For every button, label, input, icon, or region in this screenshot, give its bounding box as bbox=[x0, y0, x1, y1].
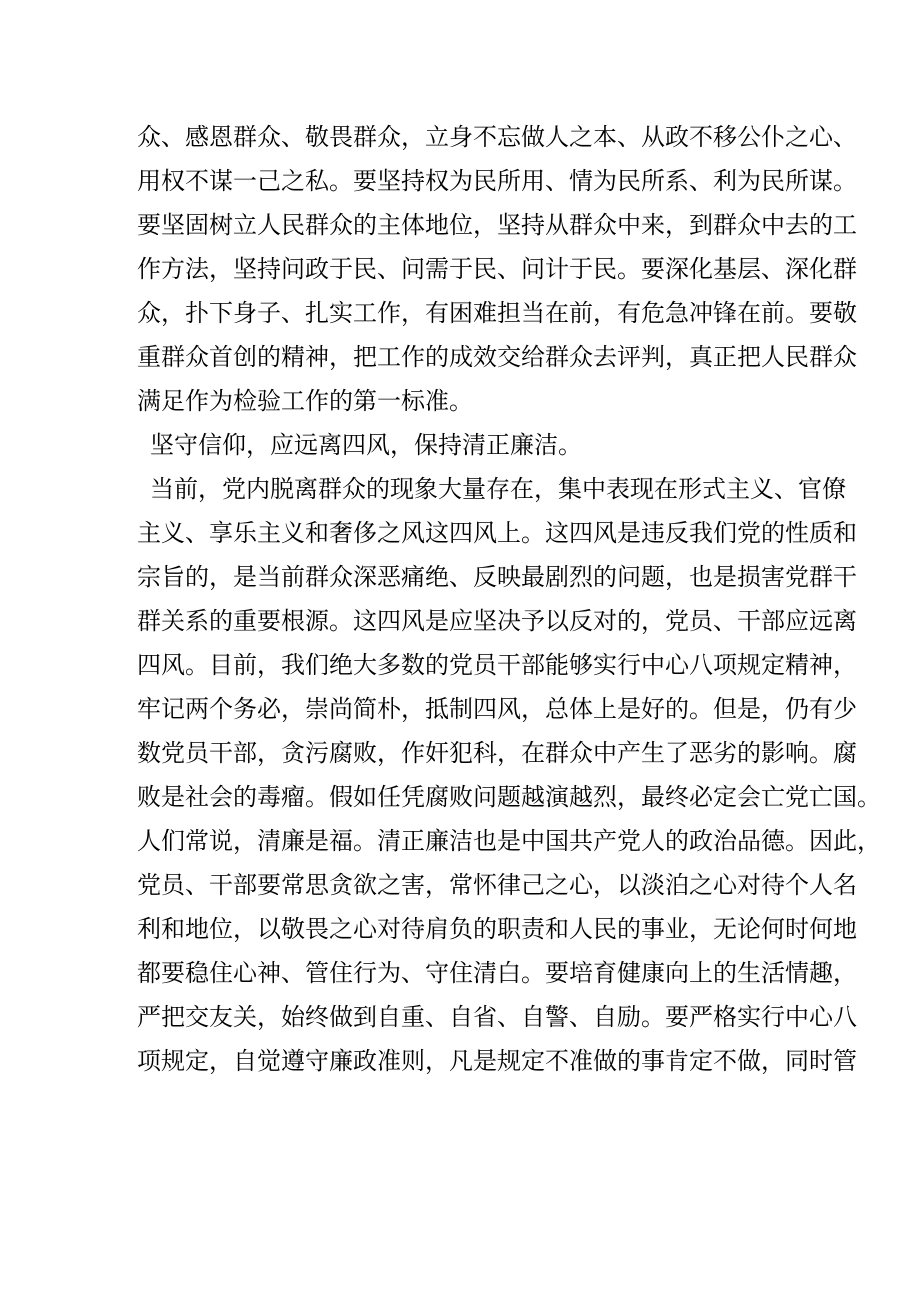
text-line: 当前，党内脱离群众的现象大量存在，集中表现在形式主义、官僚 bbox=[150, 475, 846, 503]
text-line: 都要稳住心神、管住行为、守住清白。要培育健康向上的生活情趣， bbox=[137, 959, 857, 987]
text-line: 利和地位，以敬畏之心对待肩负的职责和人民的事业，无论何时何地 bbox=[137, 915, 857, 943]
text-line: 要坚固树立人民群众的主体地位，坚持从群众中来，到群众中去的工 bbox=[137, 211, 857, 239]
body-text bbox=[137, 115, 881, 1083]
text-line: 众、感恩群众、敬畏群众，立身不忘做人之本、从政不移公仆之心、 bbox=[137, 123, 857, 151]
text-line: 项规定，自觉遵守廉政准则，凡是规定不准做的事肯定不做，同时管 bbox=[137, 1047, 857, 1075]
text-line: 重群众首创的精神，把工作的成效交给群众去评判，真正把人民群众 bbox=[137, 343, 857, 371]
text-line: 败是社会的毒瘤。假如任凭腐败问题越演越烈，最终必定会亡党亡国。 bbox=[137, 783, 881, 811]
text-line: 群关系的重要根源。这四风是应坚决予以反对的，党员、干部应远离 bbox=[137, 607, 857, 635]
text-line: 党员、干部要常思贪欲之害，常怀律己之心，以淡泊之心对待个人名 bbox=[137, 871, 857, 899]
text-line: 满足作为检验工作的第一标准。 bbox=[137, 387, 473, 415]
text-line: 数党员干部，贪污腐败，作奸犯科，在群众中产生了恶劣的影响。腐 bbox=[137, 739, 857, 767]
text-line: 牢记两个务必，崇尚简朴，抵制四风，总体上是好的。但是，仍有少 bbox=[137, 695, 857, 723]
text-line: 作方法，坚持问政于民、问需于民、问计于民。要深化基层、深化群 bbox=[137, 255, 857, 283]
text-line: 用权不谋一己之私。要坚持权为民所用、情为民所系、利为民所谋。 bbox=[137, 167, 857, 195]
text-line: 宗旨的，是当前群众深恶痛绝、反映最剧烈的问题，也是损害党群干 bbox=[137, 563, 857, 591]
text-line: 严把交友关，始终做到自重、自省、自警、自励。要严格实行中心八 bbox=[137, 1003, 857, 1031]
text-line: 主义、享乐主义和奢侈之风这四风上。这四风是违反我们党的性质和 bbox=[137, 519, 857, 547]
text-line: 四风。目前，我们绝大多数的党员干部能够实行中心八项规定精神， bbox=[137, 651, 857, 679]
text-line: 人们常说，清廉是福。清正廉洁也是中国共产党人的政治品德。因此， bbox=[137, 827, 881, 855]
section-heading: 坚守信仰，应远离四风，保持清正廉洁。 bbox=[150, 431, 582, 459]
text-line: 众，扑下身子、扎实工作，有困难担当在前，有危急冲锋在前。要敬 bbox=[137, 299, 857, 327]
